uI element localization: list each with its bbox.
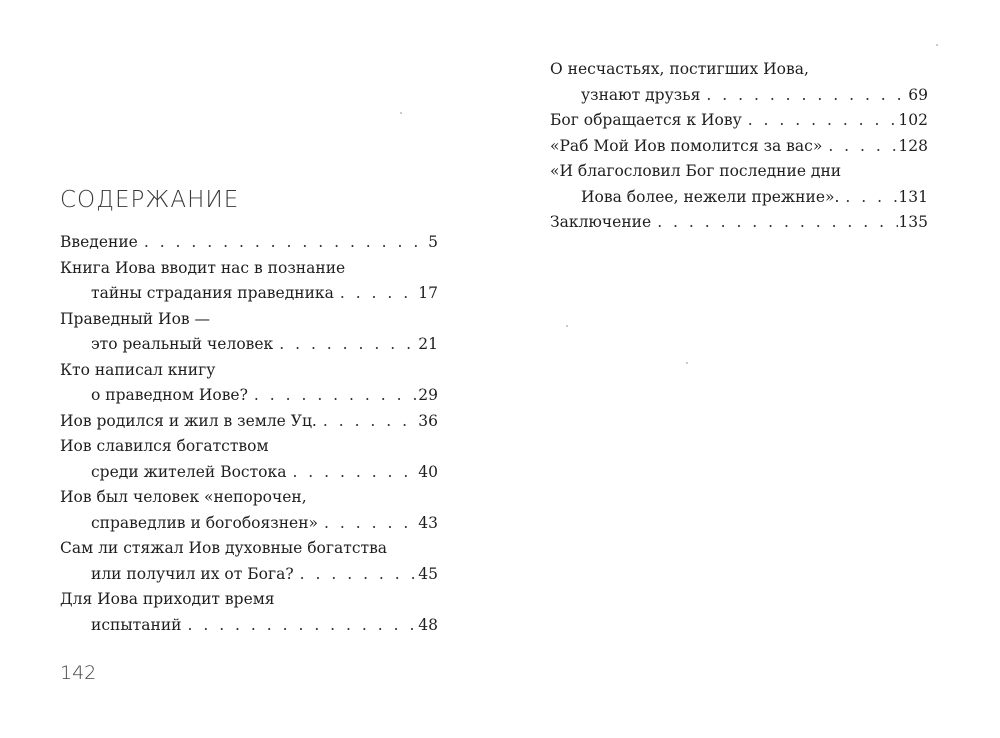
toc-page-number: 17 [418,284,438,302]
toc-entry [60,307,438,358]
toc-entry-text: Праведный Иов — [60,309,211,328]
toc-entry [550,57,928,108]
toc-entry [550,210,928,236]
toc-page-number: 128 [898,136,928,155]
toc-title: СОДЕРЖАНИЕ [60,187,240,213]
toc-entry-text: Иов славился богатством [60,437,269,455]
toc-entry-text-continued: или получил их от Бога? [91,564,294,583]
toc-entry-text: Введение [60,233,138,251]
toc-entry-text: Кто написал книгу [60,360,216,379]
leader-dots [277,332,418,358]
leader-dots [843,185,898,211]
toc-entry-text: Иов родился и жил в земле Уц. [60,411,317,430]
toc-entry-text: Иов был человек «непорочен, [60,488,307,506]
toc-page-number: 36 [418,411,438,430]
toc-entry-text-continued: среди жителей Востока [91,462,287,481]
toc-entry-text: Книга Иова вводит нас в познание [60,258,346,277]
page-number: 142 [60,662,97,684]
leader-dots [746,108,899,134]
toc-page-number: 48 [418,615,438,634]
toc-page-number: 102 [898,111,928,129]
leader-dots [252,383,418,409]
toc-entry [550,159,928,210]
toc-page-number: 21 [418,335,438,353]
leader-dots [186,613,419,639]
toc-page-number: 45 [418,564,438,583]
toc-page-number: 43 [418,513,438,532]
leader-dots [298,562,419,588]
toc-entry-text-continued: справедлив и богобоязнен» [91,513,319,532]
toc-page-number: 40 [418,462,438,481]
toc-entry [60,409,438,435]
toc-entry [550,108,928,134]
toc-entry-text-continued: узнают друзья [581,85,701,104]
leader-dots [142,230,422,256]
right-page [500,0,1000,738]
toc-page-number: 131 [898,187,928,206]
toc-entry [60,536,438,587]
toc-entry-text: О несчастьях, постигших Иова, [550,60,809,78]
leader-dots [322,511,418,537]
leader-dots [704,83,908,109]
leader-dots [321,409,418,435]
toc-entry [60,230,438,256]
toc-entry-text-continued: о праведном Иове? [91,386,248,404]
toc-list-left [60,230,438,638]
toc-entry-text: Заключение [550,213,652,231]
toc-page-number: 29 [418,386,438,404]
toc-entry [60,358,438,409]
toc-page-number: 69 [908,85,928,104]
toc-entry-text: Сам ли стяжал Иов духовные богатства [60,539,388,557]
toc-entry-text-continued: испытаний [91,615,182,634]
leader-dots [290,460,418,486]
toc-entry-text: Для Иова приходит время [60,590,275,608]
toc-entry-text: «И благословил Бог последние дни [550,162,842,180]
leader-dots [655,210,898,236]
toc-entry [60,256,438,307]
toc-list-right [550,57,928,236]
toc-entry-text-continued: тайны страдания праведника [91,284,334,302]
toc-entry [60,587,438,638]
toc-entry [550,134,928,160]
toc-entry-text-continued: Иова более, нежели прежние». [581,187,840,206]
toc-page-number: 5 [428,233,438,251]
toc-entry-text: «Раб Мой Иов помолится за вас» [550,136,823,155]
toc-entry [60,434,438,485]
toc-entry-text: Бог обращается к Иову [550,111,742,129]
leader-dots [338,281,418,307]
toc-entry-text-continued: это реальный человек [91,335,274,353]
toc-page-number: 135 [898,213,928,231]
toc-entry [60,485,438,536]
leader-dots [826,134,898,160]
